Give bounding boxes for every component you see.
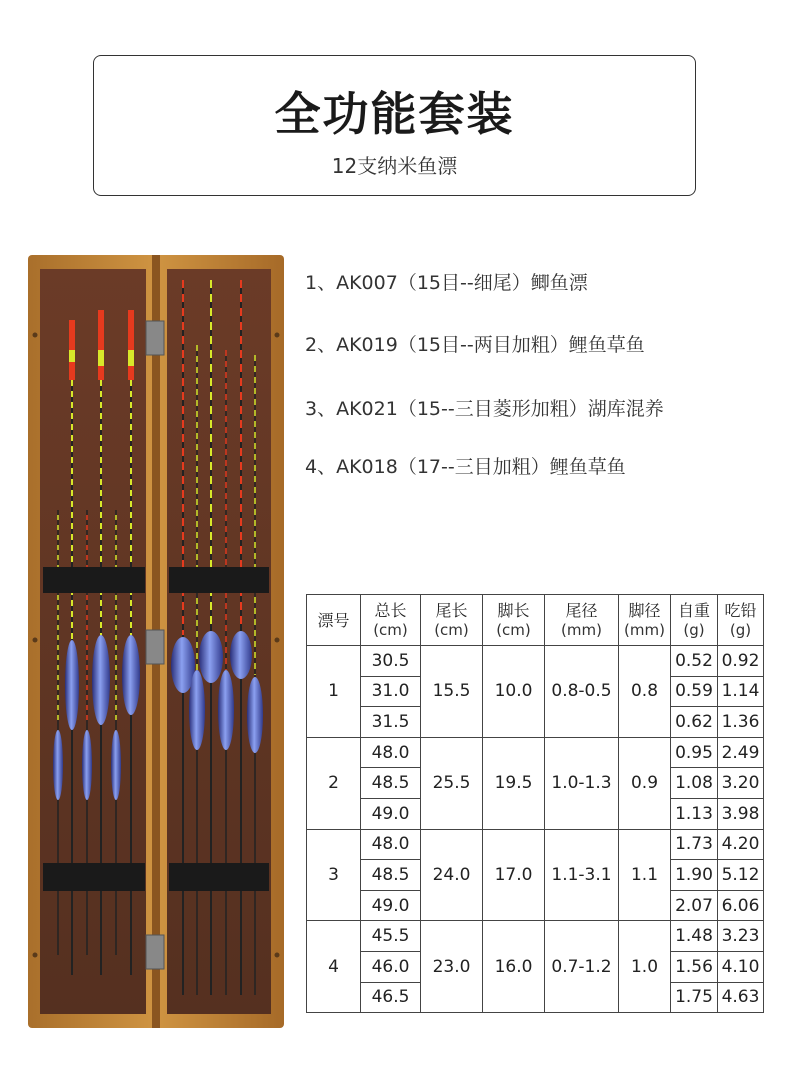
header-cell: 脚径 (mm) bbox=[619, 595, 671, 646]
tail-length: 24.0 bbox=[421, 829, 483, 921]
self-weight: 1.75 bbox=[671, 982, 718, 1013]
model-line: 4、AK018（17--三目加粗）鲤鱼草鱼 bbox=[305, 456, 626, 478]
foot-length: 10.0 bbox=[483, 646, 545, 738]
self-weight: 0.59 bbox=[671, 676, 718, 707]
lead-load: 1.36 bbox=[718, 707, 764, 738]
self-weight: 1.73 bbox=[671, 829, 718, 860]
self-weight: 1.90 bbox=[671, 860, 718, 891]
float-number: 1 bbox=[307, 646, 361, 738]
total-length: 48.5 bbox=[361, 860, 421, 891]
foot-length: 16.0 bbox=[483, 921, 545, 1013]
lead-load: 1.14 bbox=[718, 676, 764, 707]
foot-diameter: 1.1 bbox=[619, 829, 671, 921]
table-header-row bbox=[307, 595, 764, 646]
lead-load: 4.10 bbox=[718, 951, 764, 982]
page-title: 全功能套装 bbox=[274, 87, 515, 141]
model-line: 1、AK007（15目--细尾）鲫鱼漂 bbox=[305, 272, 588, 294]
page-subtitle: 12支纳米鱼漂 bbox=[331, 154, 458, 178]
tail-diameter: 1.0-1.3 bbox=[545, 737, 619, 829]
total-length: 31.0 bbox=[361, 676, 421, 707]
strap-left-bottom bbox=[43, 863, 145, 891]
lead-load: 5.12 bbox=[718, 860, 764, 891]
lead-load: 4.63 bbox=[718, 982, 764, 1013]
total-length: 31.5 bbox=[361, 707, 421, 738]
table-row bbox=[307, 829, 764, 860]
total-length: 49.0 bbox=[361, 890, 421, 921]
lead-load: 0.92 bbox=[718, 646, 764, 677]
header-cell: 总长 (cm) bbox=[361, 595, 421, 646]
total-length: 48.0 bbox=[361, 829, 421, 860]
header-cell: 尾径 (mm) bbox=[545, 595, 619, 646]
header-cell: 脚长 (cm) bbox=[483, 595, 545, 646]
total-length: 48.5 bbox=[361, 768, 421, 799]
tail-diameter: 0.8-0.5 bbox=[545, 646, 619, 738]
self-weight: 1.08 bbox=[671, 768, 718, 799]
tail-length: 25.5 bbox=[421, 737, 483, 829]
tail-diameter: 0.7-1.2 bbox=[545, 921, 619, 1013]
table-row bbox=[307, 921, 764, 952]
header-cell: 尾长 (cm) bbox=[421, 595, 483, 646]
strap-right-bottom bbox=[169, 863, 269, 891]
table-row bbox=[307, 646, 764, 677]
header-cell: 吃铅 (g) bbox=[718, 595, 764, 646]
strap-right-top bbox=[169, 567, 269, 593]
self-weight: 2.07 bbox=[671, 890, 718, 921]
total-length: 45.5 bbox=[361, 921, 421, 952]
float-number: 3 bbox=[307, 829, 361, 921]
self-weight: 1.13 bbox=[671, 798, 718, 829]
tail-length: 23.0 bbox=[421, 921, 483, 1013]
float-case-image bbox=[28, 255, 284, 1028]
foot-length: 17.0 bbox=[483, 829, 545, 921]
total-length: 46.0 bbox=[361, 951, 421, 982]
model-line: 3、AK021（15--三目菱形加粗）湖库混养 bbox=[305, 398, 664, 420]
self-weight: 0.62 bbox=[671, 707, 718, 738]
foot-diameter: 1.0 bbox=[619, 921, 671, 1013]
float-number: 4 bbox=[307, 921, 361, 1013]
header-cell: 漂号 bbox=[307, 595, 361, 646]
lead-load: 2.49 bbox=[718, 737, 764, 768]
header-cell: 自重 (g) bbox=[671, 595, 718, 646]
foot-diameter: 0.8 bbox=[619, 646, 671, 738]
total-length: 49.0 bbox=[361, 798, 421, 829]
lead-load: 3.98 bbox=[718, 798, 764, 829]
self-weight: 0.95 bbox=[671, 737, 718, 768]
self-weight: 1.56 bbox=[671, 951, 718, 982]
total-length: 48.0 bbox=[361, 737, 421, 768]
spec-table bbox=[306, 594, 764, 1013]
self-weight: 1.48 bbox=[671, 921, 718, 952]
foot-length: 19.5 bbox=[483, 737, 545, 829]
title-box bbox=[93, 55, 696, 196]
lead-load: 3.20 bbox=[718, 768, 764, 799]
total-length: 30.5 bbox=[361, 646, 421, 677]
total-length: 46.5 bbox=[361, 982, 421, 1013]
foot-diameter: 0.9 bbox=[619, 737, 671, 829]
lead-load: 6.06 bbox=[718, 890, 764, 921]
lead-load: 4.20 bbox=[718, 829, 764, 860]
lead-load: 3.23 bbox=[718, 921, 764, 952]
strap-left-top bbox=[43, 567, 145, 593]
self-weight: 0.52 bbox=[671, 646, 718, 677]
float-number: 2 bbox=[307, 737, 361, 829]
tail-diameter: 1.1-3.1 bbox=[545, 829, 619, 921]
table-row bbox=[307, 737, 764, 768]
tail-length: 15.5 bbox=[421, 646, 483, 738]
model-line: 2、AK019（15目--两目加粗）鲤鱼草鱼 bbox=[305, 334, 645, 356]
